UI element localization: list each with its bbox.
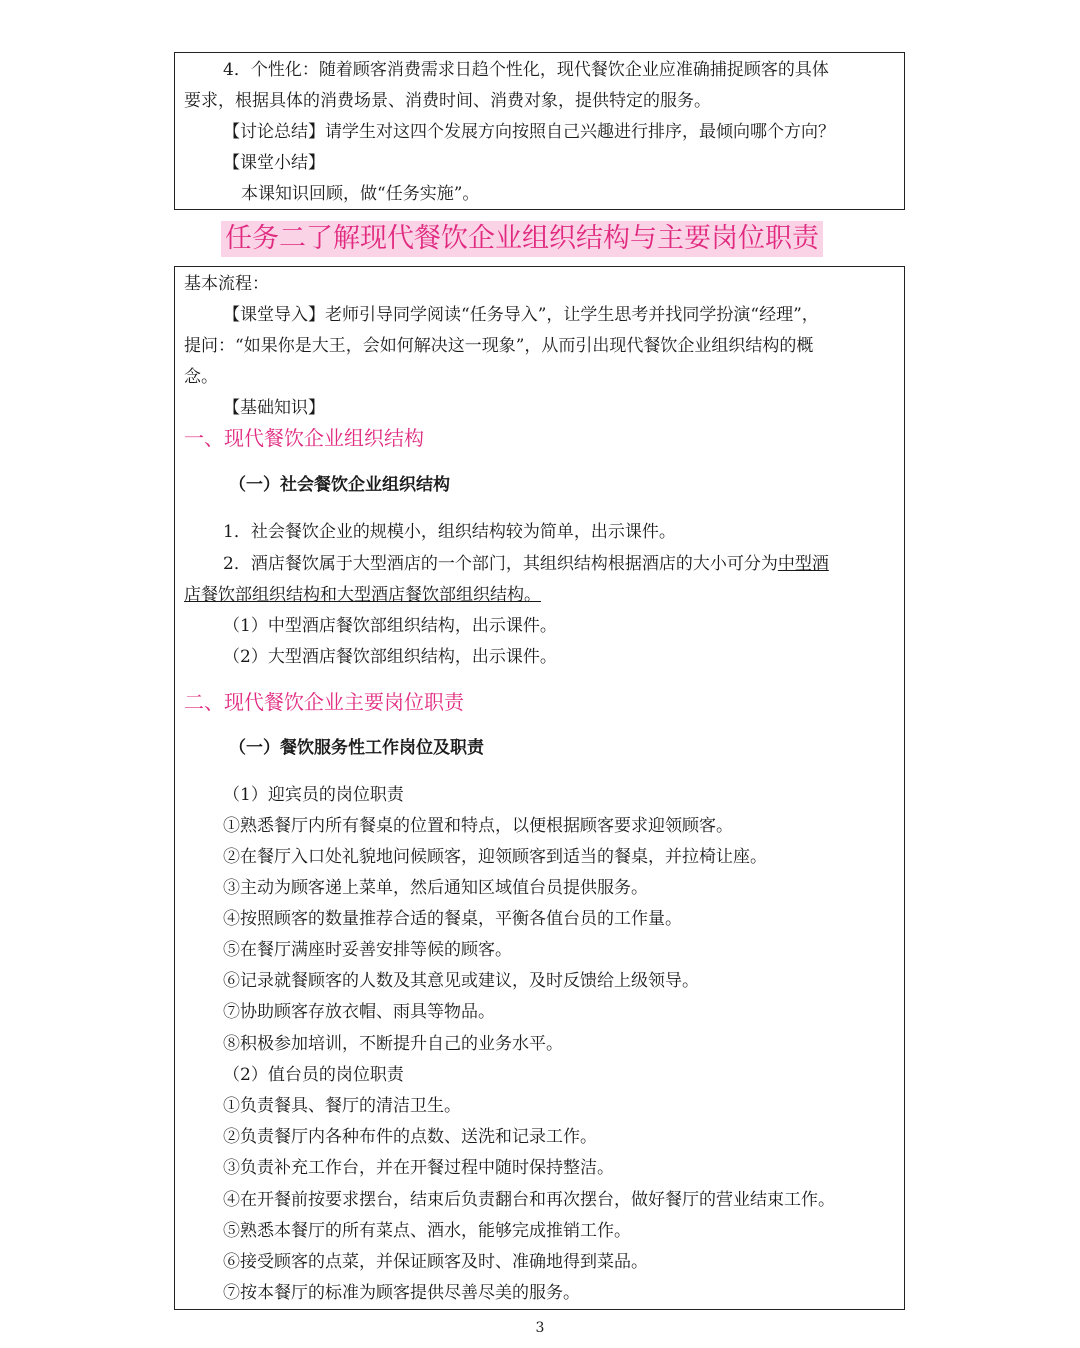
list-item: ②在餐厅入口处礼貌地问候顾客，迎领顾客到适当的餐桌，并拉椅让座。 bbox=[223, 847, 767, 867]
text-line: 提问：“如果你是大王，会如何解决这一现象”，从而引出现代餐饮企业组织结构的概 bbox=[184, 336, 814, 356]
list-item: ⑦协助顾客存放衣帽、雨具等物品。 bbox=[223, 1002, 495, 1022]
list-item: ③负责补充工作台，并在开餐过程中随时保持整洁。 bbox=[223, 1158, 614, 1178]
subsection-heading: （一）餐饮服务性工作岗位及职责 bbox=[229, 738, 484, 758]
list-item: ③主动为顾客递上菜单，然后通知区域值台员提供服务。 bbox=[223, 878, 648, 898]
text-line: （1）迎宾员的岗位职责 bbox=[223, 785, 404, 805]
section-heading: 二、现代餐饮企业主要岗位职责 bbox=[184, 690, 464, 714]
text-line: 【基础知识】 bbox=[223, 398, 325, 418]
basic-flow-label: 基本流程： bbox=[184, 274, 269, 294]
list-item: ①负责餐具、餐厅的清洁卫生。 bbox=[223, 1096, 461, 1116]
list-item: ⑥记录就餐顾客的人数及其意见或建议，及时反馈给上级领导。 bbox=[223, 971, 699, 991]
list-item: ⑤熟悉本餐厅的所有菜点、酒水，能够完成推销工作。 bbox=[223, 1221, 631, 1241]
task-title: 任务二了解现代餐饮企业组织结构与主要岗位职责 bbox=[221, 221, 823, 257]
summary-box bbox=[174, 52, 905, 210]
list-item: ②负责餐厅内各种布件的点数、送洗和记录工作。 bbox=[223, 1127, 597, 1147]
text-line: 【讨论总结】请学生对这四个发展方向按照自己兴趣进行排序，最倾向哪个方向？ bbox=[223, 122, 835, 142]
list-item: ④按照顾客的数量推荐合适的餐桌，平衡各值台员的工作量。 bbox=[223, 909, 682, 929]
text-line bbox=[223, 553, 829, 575]
text-line: 4．个性化：随着顾客消费需求日趋个性化，现代餐饮企业应准确捕捉顾客的具体 bbox=[223, 60, 829, 80]
text-line: 【课堂小结】 bbox=[223, 153, 325, 173]
list-item: ①熟悉餐厅内所有餐桌的位置和特点，以便根据顾客要求迎领顾客。 bbox=[223, 816, 733, 836]
text-line: （1）中型酒店餐饮部组织结构，出示课件。 bbox=[223, 616, 557, 636]
text-line: 1．社会餐饮企业的规模小，组织结构较为简单，出示课件。 bbox=[223, 522, 676, 542]
list-item: ⑤在餐厅满座时妥善安排等候的顾客。 bbox=[223, 940, 512, 960]
list-item: ⑦按本餐厅的标准为顾客提供尽善尽美的服务。 bbox=[223, 1283, 580, 1303]
text-line: （2）大型酒店餐饮部组织结构，出示课件。 bbox=[223, 647, 557, 667]
subsection-heading: （一）社会餐饮企业组织结构 bbox=[229, 475, 450, 495]
list-item: ⑥接受顾客的点菜，并保证顾客及时、准确地得到菜品。 bbox=[223, 1252, 648, 1272]
list-item: ④在开餐前按要求摆台，结束后负责翻台和再次摆台，做好餐厅的营业结束工作。 bbox=[223, 1190, 835, 1210]
content-box bbox=[174, 266, 905, 1310]
text-line: 【课堂导入】老师引导同学阅读“任务导入”，让学生思考并找同学扮演“经理”， bbox=[223, 305, 819, 325]
text-line: （2）值台员的岗位职责 bbox=[223, 1065, 404, 1085]
page-number: 3 bbox=[535, 1320, 545, 1336]
text-line: 本课知识回顾，做“任务实施”。 bbox=[241, 184, 480, 204]
text-line: 念。 bbox=[184, 367, 218, 387]
text-line: 要求，根据具体的消费场景、消费时间、消费对象，提供特定的服务。 bbox=[184, 91, 711, 111]
underlined-text: 中型酒 bbox=[777, 554, 829, 574]
underlined-text: 店餐饮部组织结构和大型酒店餐饮部组织结构。 bbox=[184, 585, 541, 605]
list-item: ⑧积极参加培训，不断提升自己的业务水平。 bbox=[223, 1034, 563, 1054]
section-heading: 一、现代餐饮企业组织结构 bbox=[184, 426, 424, 450]
text-span: 2．酒店餐饮属于大型酒店的一个部门，其组织结构根据酒店的大小可分为 bbox=[223, 554, 778, 574]
